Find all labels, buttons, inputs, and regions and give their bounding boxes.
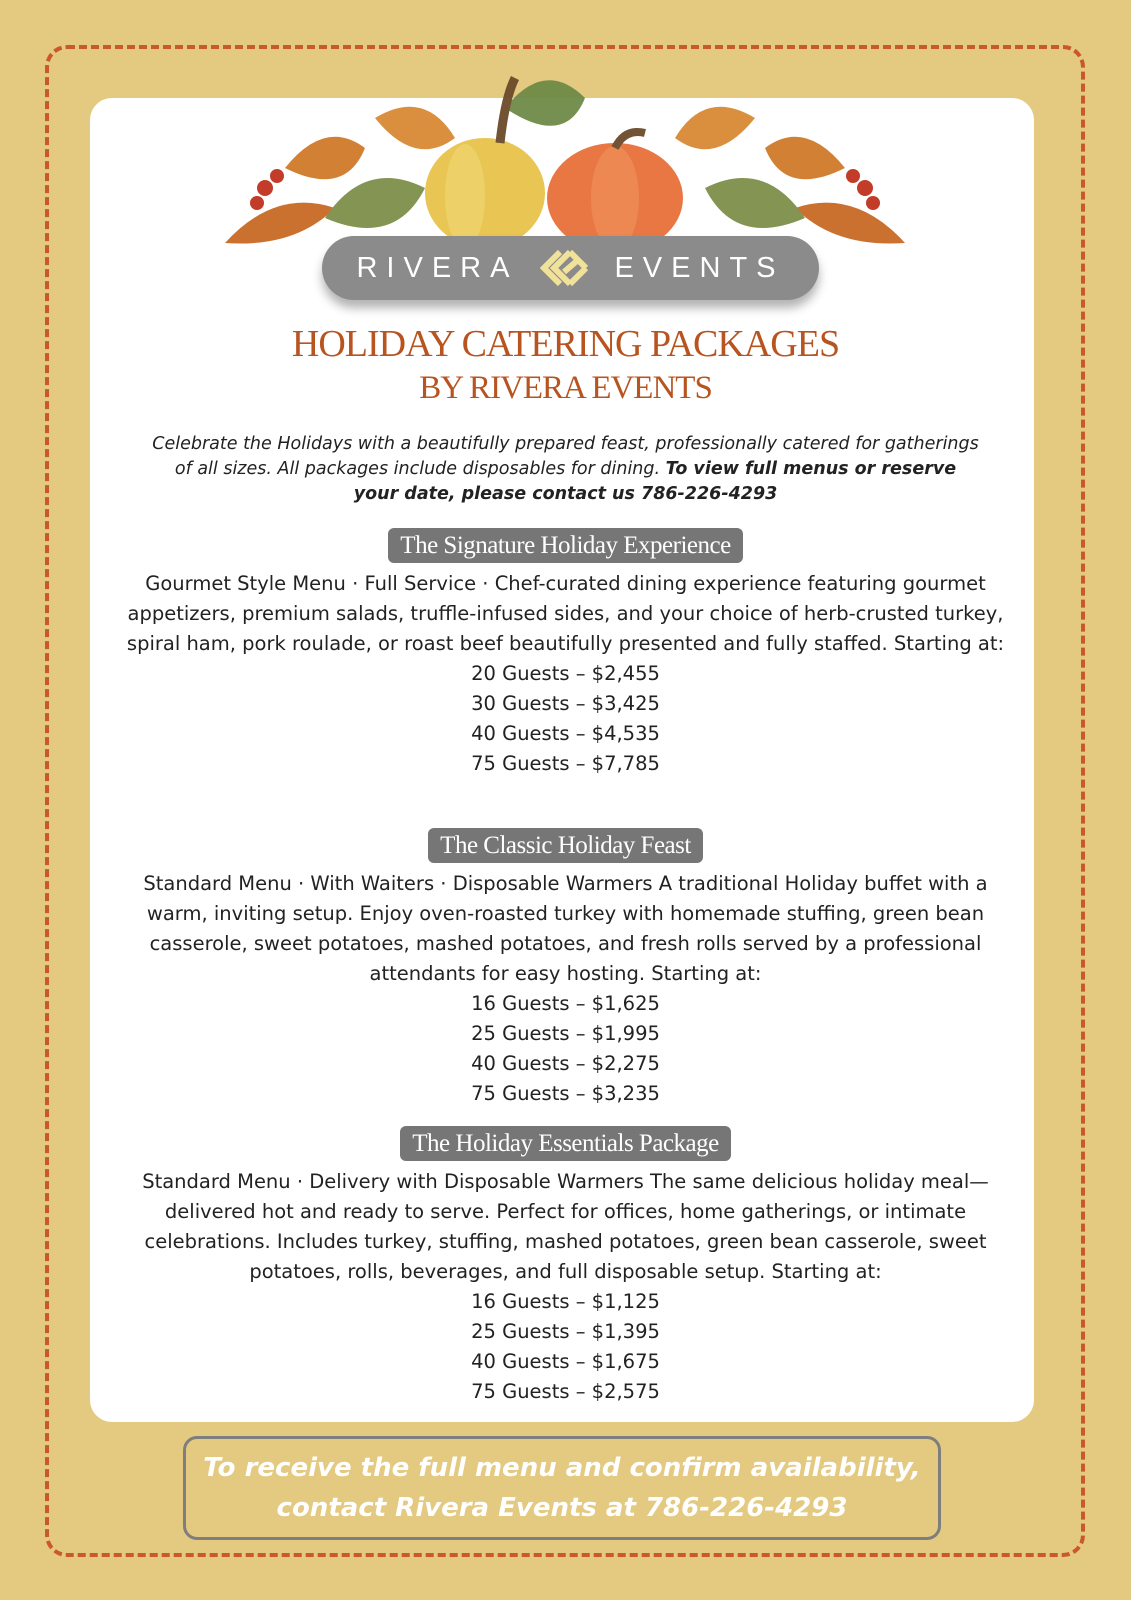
- package-classic: [110, 828, 1021, 1109]
- package-title: The Signature Holiday Experience: [388, 528, 742, 563]
- callout-line-1: To receive the full menu and confirm availability,: [203, 1453, 921, 1483]
- price-row: 25 Guests – $1,995: [471, 1022, 660, 1045]
- page-subtitle: BY RIVERA EVENTS: [419, 370, 712, 406]
- price-row: 75 Guests – $7,785: [471, 752, 660, 775]
- price-row: 40 Guests – $4,535: [471, 722, 660, 745]
- price-row: 25 Guests – $1,395: [471, 1320, 660, 1343]
- callout-line-2: contact Rivera Events at 786-226-4293: [276, 1493, 848, 1523]
- intro-contact: To view full menus or reserve your date, please contact us 786-226-4293: [353, 459, 957, 504]
- price-row: 40 Guests – $2,275: [471, 1052, 660, 1075]
- price-row: 30 Guests – $3,425: [471, 692, 660, 715]
- intro-body: Celebrate the Holidays with a beautifully prepared feast, professionally catered for gatherings of all sizes. All packages include disposables for dining.: [152, 434, 979, 479]
- package-description: Standard Menu · With Waiters · Disposable Warmers A traditional Holiday buffet with a warm, inviting setup. Enjoy oven-roasted turkey with homemade stuffing, green bean casserole, sweet potatoes, mashed potatoes, and fresh rolls served by a professional attendants for easy hosting. Starting at:: [143, 872, 988, 985]
- package-title: The Classic Holiday Feast: [428, 828, 703, 863]
- price-row: 75 Guests – $3,235: [471, 1082, 660, 1105]
- package-title: The Holiday Essentials Package: [400, 1126, 730, 1161]
- logo-text-left: RIVERA: [356, 251, 519, 284]
- price-row: 75 Guests – $2,575: [471, 1380, 660, 1403]
- package-essentials: [110, 1126, 1021, 1407]
- rivera-events-logo: [322, 236, 819, 300]
- intro-text: [150, 432, 981, 507]
- price-row: 16 Guests – $1,125: [471, 1290, 660, 1313]
- logo-text-right: EVENTS: [614, 251, 785, 284]
- page-title: HOLIDAY CATERING PACKAGES: [291, 323, 840, 365]
- price-row: 16 Guests – $1,625: [471, 992, 660, 1015]
- package-description: Standard Menu · Delivery with Disposable Warmers The same delicious holiday meal—delivered hot and ready to serve. Perfect for offices, home gatherings, or intimate celebrations. Includes turkey, stuffing, mashed potatoes, green bean casserole, sweet potatoes, rolls, beverages, and full disposable setup. Starting at:: [142, 1170, 989, 1283]
- logo-mark-icon: [540, 248, 592, 288]
- package-description: Gourmet Style Menu · Full Service · Chef-curated dining experience featuring gourmet appetizers, premium salads, truffle-infused sides, and your choice of herb-crusted turkey, spiral ham, pork roulade, or roast beef beautifully presented and fully staffed. Starting at:: [126, 572, 1005, 655]
- price-row: 40 Guests – $1,675: [471, 1350, 660, 1373]
- price-row: 20 Guests – $2,455: [471, 662, 660, 685]
- contact-callout: [183, 1436, 941, 1540]
- package-signature: [110, 528, 1021, 779]
